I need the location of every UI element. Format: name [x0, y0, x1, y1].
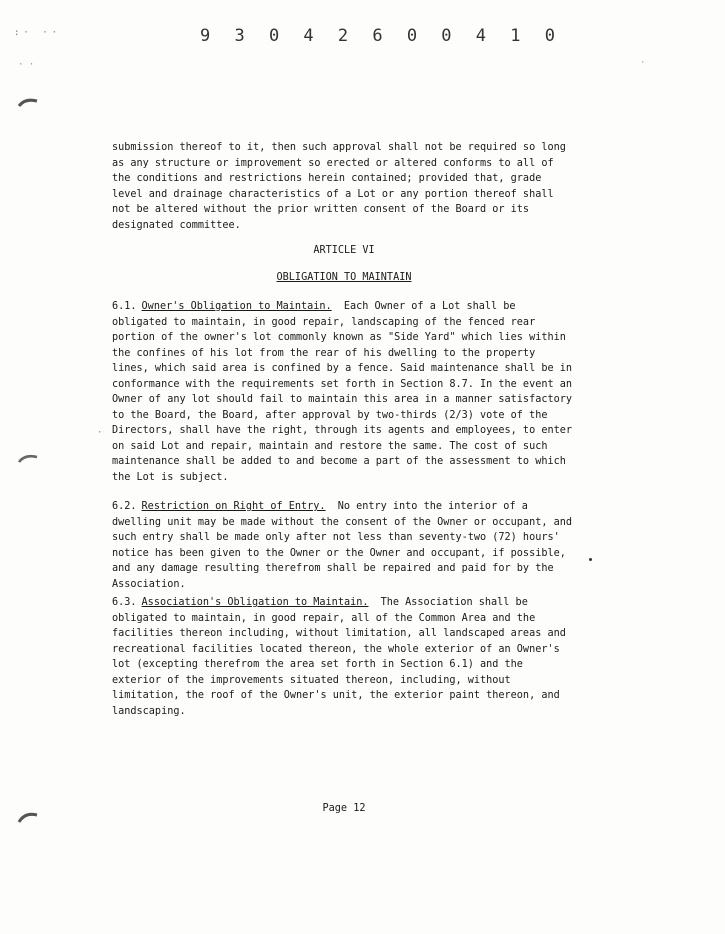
section-text: The Association shall be obligated to maintain, in good repair, all of the Common Area and the facilities thereon including, without limitation, all landscaped areas and recreational facilities located thereon, the whole exterior of an Owner's lot (excepting therefrom the area set forth in Section 6.1) and the exterior of the improvements situated thereon, including, without limitation, the roof of the Owner's unit, the exterior paint thereon, and landscaping. [112, 597, 566, 717]
section-title: Restriction on Right of Entry. [141, 501, 326, 512]
section-paragraph [112, 595, 576, 719]
intro-paragraph: submission thereof to it, then such approval shall not be required so long as any structure or improvement so erected or altered conforms to all of the conditions and restrictions herein contained; provided that, grade level and drainage characteristics of a Lot or any portion thereof shall not be altered without the prior written consent of the Board or its designated committee. [112, 142, 566, 231]
punch-hole-mark [17, 452, 39, 466]
scan-speck: · [640, 58, 646, 68]
section-text: No entry into the interior of a dwelling unit may be made without the consent of the Owner or occupant, and such entry shall be made only after not less than seventy-two (72) hours' notice has been given to the Owner or the Owner and occupant, if possible, and any damage resulting therefrom shall be repaired and paid for by the Association. [112, 501, 573, 590]
section-number: 6.3. [112, 597, 137, 608]
section-title: Association's Obligation to Maintain. [141, 597, 369, 608]
section-text: Each Owner of a Lot shall be obligated to maintain, in good repair, landscaping of the fenced rear portion of the owner's lot commonly known as "Side Yard" which lies within the confines of his lot from the rear of his dwelling to the property lines, which said area is confined by a fence. Said maintenance shall be in conformance with the requirements set forth in Section 8.7. In the event an Owner of any lot should fail to maintain this area in a manner satisfactory to the Board, the Board, after approval by two-thirds (2/3) vote of the Directors, shall have the right, through its agents and employees, to enter on said Lot and repair, maintain and restore the same. The cost of such maintenance shall be added to and become a part of the assessment to which the Lot is subject. [112, 301, 573, 483]
article-title: OBLIGATION TO MAINTAIN [276, 272, 412, 283]
section-number: 6.1. [112, 301, 137, 312]
scan-speck: · · [18, 60, 35, 70]
section-title: Owner's Obligation to Maintain. [141, 301, 332, 312]
section-paragraph [112, 499, 576, 592]
section-number: 6.2. [112, 501, 137, 512]
punch-hole-mark [17, 96, 39, 110]
punch-hole-mark [17, 810, 39, 824]
article-heading: ARTICLE VI [313, 245, 375, 256]
margin-marks: :· ·· [14, 28, 62, 38]
scan-speck [589, 558, 592, 561]
section-paragraph [112, 299, 576, 485]
document-number-stamp: 9 3 0 4 2 6 0 0 4 1 0 [200, 26, 562, 46]
scan-speck: · [97, 428, 103, 438]
page-number: Page 12 [322, 803, 366, 814]
